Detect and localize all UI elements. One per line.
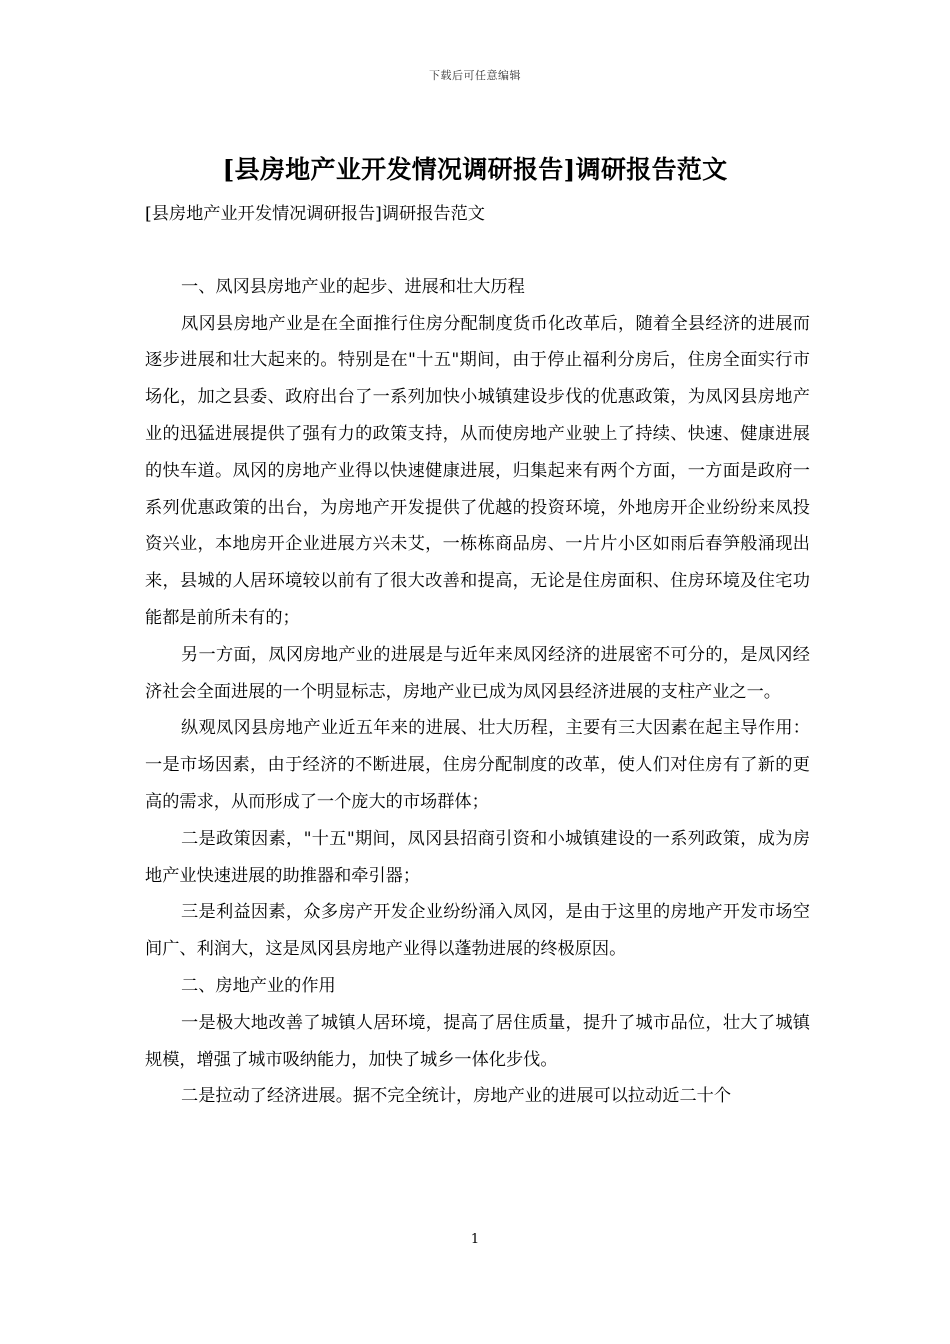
- paragraph: 三是利益因素，众多房产开发企业纷纷涌入凤冈，是由于这里的房地产开发市场空间广、利润大，这是凤冈县房地产业得以蓬勃进展的终极原因。: [145, 902, 810, 960]
- document-body: [145, 196, 810, 1115]
- paragraph: 一是极大地改善了城镇人居环境，提高了居住质量，提升了城市品位，壮大了城镇规模，增强了城市吸纳能力，加快了城乡一体化步伐。: [145, 1012, 810, 1070]
- section-heading-1: 一、凤冈县房地产业的起步、进展和壮大历程: [181, 276, 525, 297]
- paragraph: 二是政策因素，"十五"期间，凤冈县招商引资和小城镇建设的一系列政策，成为房地产业快速进展的助推器和牵引器；: [145, 828, 810, 886]
- paragraph: 凤冈县房地产业是在全面推行住房分配制度货币化改革后，随着全县经济的进展而逐步进展和壮大起来的。特别是在"十五"期间，由于停止福利分房后，住房全面实行市场化，加之县委、政府出台了一系列加快小城镇建设步伐的优惠政策，为凤冈县房地产业的迅猛进展提供了强有力的政策支持，从而使房地产业驶上了持续、快速、健康进展的快车道。凤冈的房地产业得以快速健康进展，归集起来有两个方面，一方面是政府一系列优惠政策的出台，为房地产开发提供了优越的投资环境，外地房开企业纷纷来凤投资兴业，本地房开企业进展方兴未艾，一栋栋商品房、一片片小区如雨后春笋般涌现出来，县城的人居环境较以前有了很大改善和提高，无论是住房面积、住房环境及住宅功能都是前所未有的；: [145, 313, 810, 628]
- paragraph: 二是拉动了经济进展。据不完全统计，房地产业的进展可以拉动近二十个: [181, 1086, 732, 1107]
- page-number: 1: [470, 1232, 480, 1247]
- document-subtitle: [县房地产业开发情况调研报告]调研报告范文: [145, 204, 485, 224]
- paragraph: 纵观凤冈县房地产业近五年来的进展、壮大历程，主要有三大因素在起主导作用：一是市场因素，由于经济的不断进展，住房分配制度的改革，使人们对住房有了新的更高的需求，从而形成了一个庞大的市场群体；: [145, 718, 810, 812]
- document-title: [县房地产业开发情况调研报告]调研报告范文: [222, 155, 728, 184]
- paragraph: 另一方面，凤冈房地产业的进展是与近年来凤冈经济的进展密不可分的，是凤冈经济社会全面进展的一个明显标志，房地产业已成为凤冈县经济进展的支柱产业之一。: [145, 644, 810, 702]
- section-heading-2: 二、房地产业的作用: [181, 975, 336, 996]
- page-header-note: 下载后可任意编辑: [429, 69, 521, 82]
- blank-line: [145, 233, 810, 269]
